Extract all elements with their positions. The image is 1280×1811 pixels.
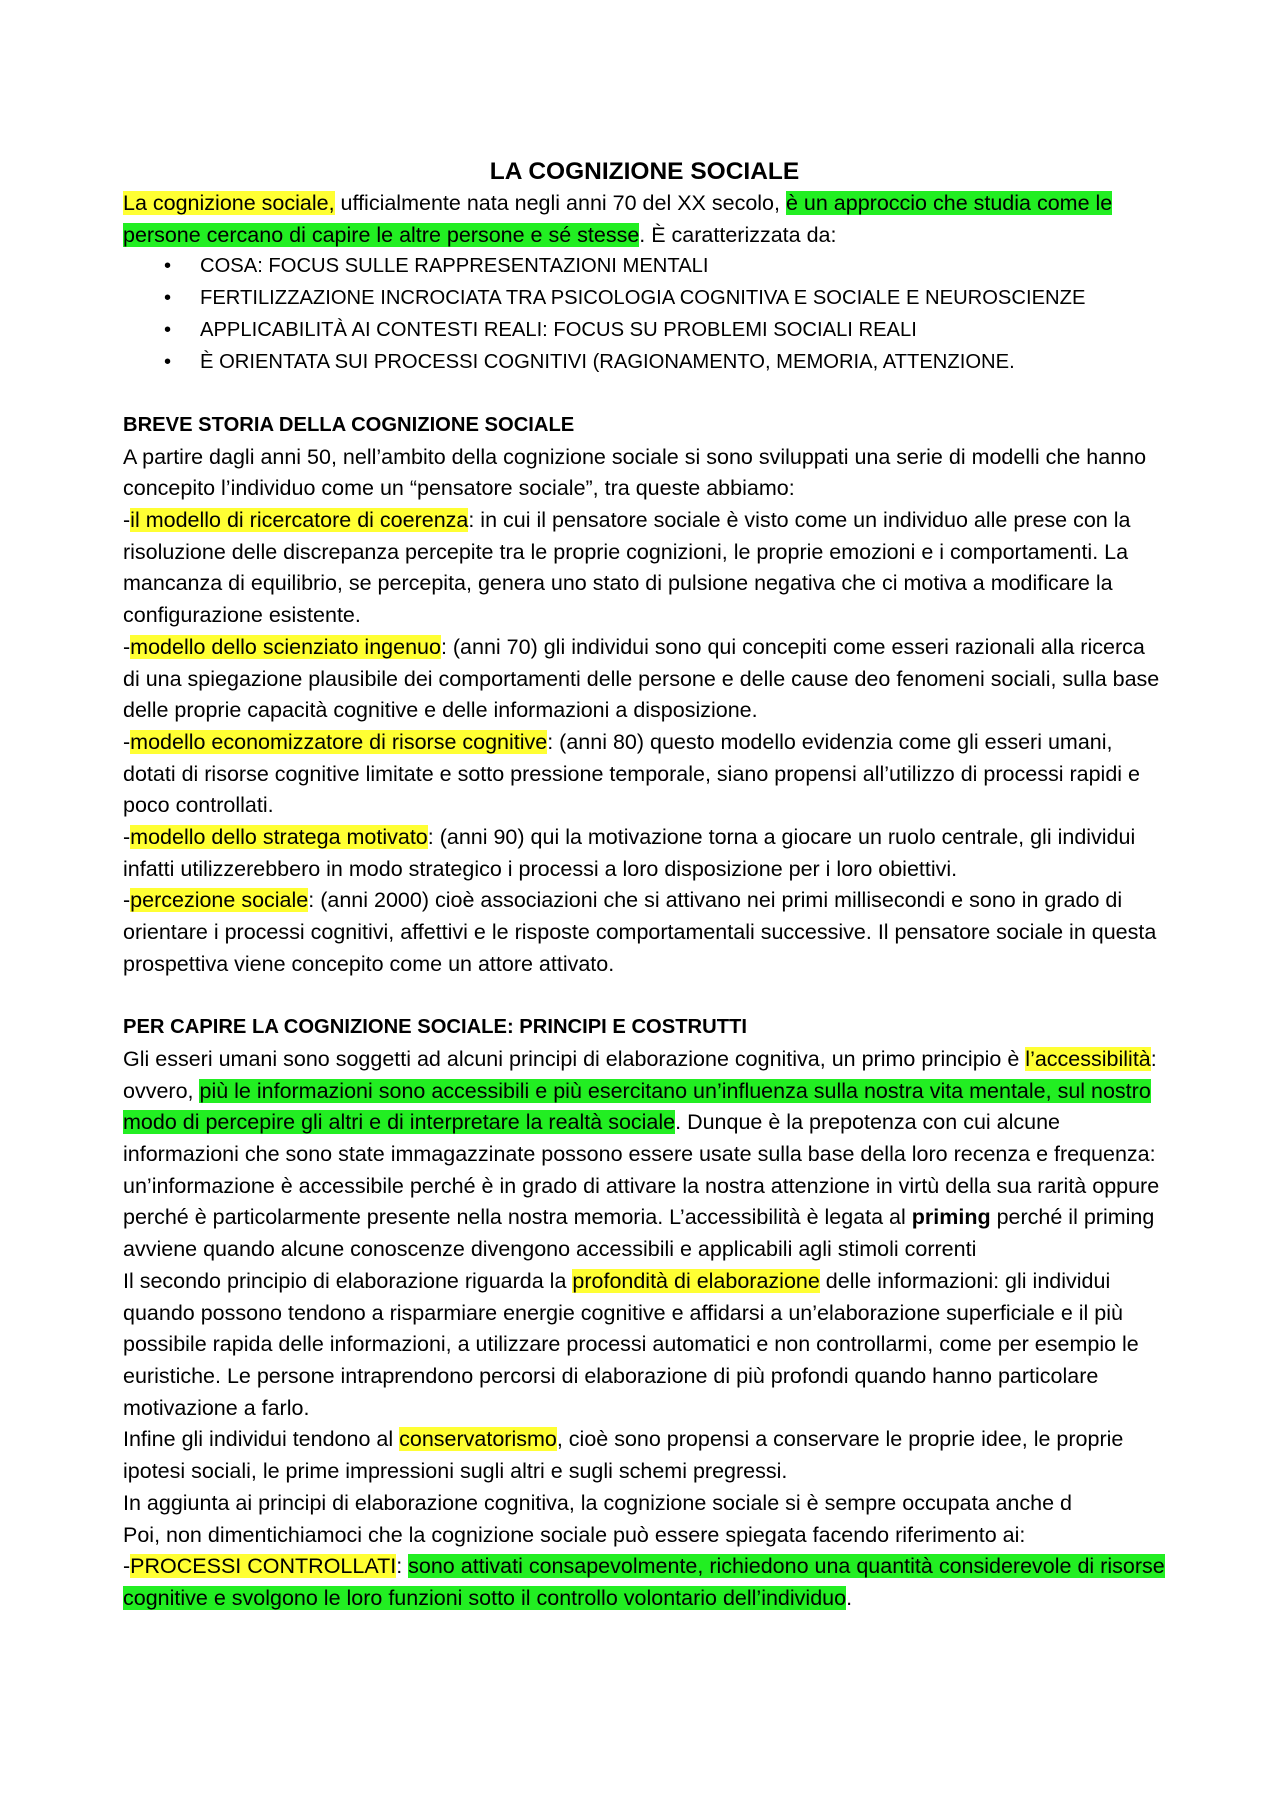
dash: - xyxy=(123,825,131,850)
model-text: : in cui il pensatore sociale è visto come un individuo alle prese con la risoluzione delle discrepanza percepite tra le proprie cognizioni, le proprie emozioni e i comportamenti. La mancanza di equilibrio, se percepita, genera uno stato di pulsione negativa che ci motiva a modificare la configurazione esistente. xyxy=(123,508,1131,628)
paragraph-text: : xyxy=(396,1554,409,1579)
highlight-term: conservatorismo xyxy=(399,1427,557,1452)
highlight-definition: più le informazioni sono accessibili e più esercitano un’influenza sulla nostra vita mentale, sul nostro modo di percepire gli altri e di interpretare la realtà sociale xyxy=(123,1078,1151,1135)
list-item-text: COSA: FOCUS SULLE RAPPRESENTAZIONI MENTALI xyxy=(200,255,709,278)
highlight-term: il modello di ricercatore di coerenza xyxy=(130,508,469,533)
model-paragraph xyxy=(123,632,1166,727)
characteristics-list xyxy=(123,251,1166,378)
list-item xyxy=(123,315,1166,347)
document-title: LA COGNIZIONE SOCIALE xyxy=(489,158,800,185)
bullet-icon: • xyxy=(164,318,172,341)
highlight-term: modello economizzatore di risorse cognitive xyxy=(130,729,548,754)
paragraph-text: : ovvero, xyxy=(123,1046,1157,1103)
highlight-term: PROCESSI CONTROLLATI xyxy=(130,1554,397,1579)
model-text: : (anni 2000) cioè associazioni che si attivano nei primi millisecondi e sono in grado di orientare i processi cognitivi, affettivi e le risposte comportamentali successive. Il pensatore sociale in questa prospettiva viene concepito come un attore attivato. xyxy=(123,888,1157,976)
highlight-term: l’accessibilità xyxy=(1025,1046,1151,1071)
spacer xyxy=(123,378,1166,410)
bullet-icon: • xyxy=(164,255,172,278)
dash: - xyxy=(123,508,131,533)
addition-paragraph: In aggiunta ai principi di elaborazione cognitiva, la cognizione sociale si è sempre occupata anche d xyxy=(123,1490,1072,1515)
dash: - xyxy=(123,1554,131,1579)
intro-paragraph xyxy=(123,188,1166,251)
processes-intro: Poi, non dimentichiamoci che la cognizione sociale può essere spiegata facendo riferimento ai: xyxy=(123,1522,1026,1547)
section-heading-principles: PER CAPIRE LA COGNIZIONE SOCIALE: PRINCIPI E COSTRUTTI xyxy=(123,1016,747,1039)
intro-text: ufficialmente nata negli anni 70 del XX secolo, xyxy=(334,191,786,215)
list-item xyxy=(123,283,1166,315)
paragraph-text: Infine gli individui tendono al xyxy=(123,1427,400,1452)
model-text: : (anni 80) questo modello evidenzia come gli esseri umani, dotati di risorse cognitive limitate e sotto pressione temporale, siano propensi all’utilizzo di processi rapidi e poco controllati. xyxy=(123,729,1140,818)
conservatism-paragraph xyxy=(123,1424,1166,1487)
paragraph-text: perché il priming avviene quando alcune conoscenze divengono accessibili e applicabili agli stimoli correnti xyxy=(123,1205,1155,1262)
highlight-term: La cognizione sociale, xyxy=(123,191,335,215)
list-item-text: APPLICABILITÀ AI CONTESTI REALI: FOCUS SU PROBLEMI SOCIALI REALI xyxy=(200,318,917,341)
model-text: : (anni 90) qui la motivazione torna a giocare un ruolo centrale, gli individui infatti utilizzerebbero in modo strategico i processi a loro disposizione per i loro obiettivi. xyxy=(123,825,1136,881)
model-paragraph xyxy=(123,727,1166,822)
list-item xyxy=(123,251,1166,283)
model-paragraph xyxy=(123,505,1166,632)
highlight-term: modello dello scienziato ingenuo xyxy=(130,634,441,659)
list-item-text: È ORIENTATA SUI PROCESSI COGNITIVI (RAGIONAMENTO, MEMORIA, ATTENZIONE. xyxy=(200,350,1015,373)
intro-text-end: . È caratterizzata da: xyxy=(639,222,837,247)
paragraph-text: Gli esseri umani sono soggetti ad alcuni principi di elaborazione cognitiva, un primo principio è xyxy=(123,1046,1026,1071)
highlight-definition: è un approccio che studia come le persone cercano di capire le altre persone e sé stesse xyxy=(123,191,1113,247)
model-text: : (anni 70) gli individui sono qui concepiti come esseri razionali alla ricerca di una spiegazione plausibile dei comportamenti delle persone e delle cause deo fenomeni sociali, sulla base delle proprie capacità cognitive e delle informazioni a disposizione. xyxy=(123,634,1160,723)
list-item xyxy=(123,347,1166,379)
spacer xyxy=(123,981,1166,1013)
highlight-definition: sono attivati consapevolmente, richiedono una quantità considerevole di risorse cognitive e svolgono le loro funzioni sotto il controllo volontario dell’individuo xyxy=(123,1554,1165,1610)
accessibility-paragraph xyxy=(123,1044,1166,1266)
section-heading-history: BREVE STORIA DELLA COGNIZIONE SOCIALE xyxy=(123,413,575,436)
model-paragraph xyxy=(123,822,1166,885)
model-paragraph xyxy=(123,885,1166,980)
history-intro: A partire dagli anni 50, nell’ambito della cognizione sociale si sono sviluppati una serie di modelli che hanno concepito l’individuo come un “pensatore sociale”, tra queste abbiamo: xyxy=(123,444,1147,501)
controlled-processes-paragraph xyxy=(123,1551,1166,1614)
dash: - xyxy=(123,888,131,913)
paragraph-text: . xyxy=(846,1585,853,1610)
highlight-term: percezione sociale xyxy=(130,888,309,913)
dash: - xyxy=(123,729,131,754)
highlight-term: modello dello stratega motivato xyxy=(130,825,428,850)
paragraph-text: . Dunque è la prepotenza con cui alcune informazioni che sono state immagazzinate possono essere usate sulla base della loro recenza e frequenza: un’informazione è accessibile perché è in grado di attivare la nostra attenzione in virtù della sua rarità oppure perché è particolarmente presente nella nostra memoria. L’accessibilità è legata al xyxy=(123,1110,1160,1230)
bullet-icon: • xyxy=(164,350,172,373)
paragraph-text: , cioè sono propensi a conservare le proprie idee, le proprie ipotesi sociali, le prime impressioni sugli altri e sugli schemi pregressi. xyxy=(123,1427,1124,1484)
bold-term: priming xyxy=(911,1205,991,1230)
paragraph-text: delle informazioni: gli individui quando possono tendono a risparmiare energie cognitive e affidarsi a un’elaborazione superficiale e il più possibile rapida delle informazioni, a utilizzare processi automatici e non controllarmi, come per esempio le euristiche. Le persone intraprendono percorsi di elaborazione di più profondi quando hanno particolare motivazione a farlo. xyxy=(123,1268,1139,1420)
bullet-icon: • xyxy=(164,287,172,310)
list-item-text: FERTILIZZAZIONE INCROCIATA TRA PSICOLOGIA COGNITIVA E SOCIALE E NEUROSCIENZE xyxy=(200,287,1086,310)
dash: - xyxy=(123,634,131,659)
paragraph-text: Il secondo principio di elaborazione riguarda la xyxy=(123,1268,573,1293)
depth-paragraph xyxy=(123,1266,1166,1425)
highlight-term: profondità di elaborazione xyxy=(572,1268,820,1293)
